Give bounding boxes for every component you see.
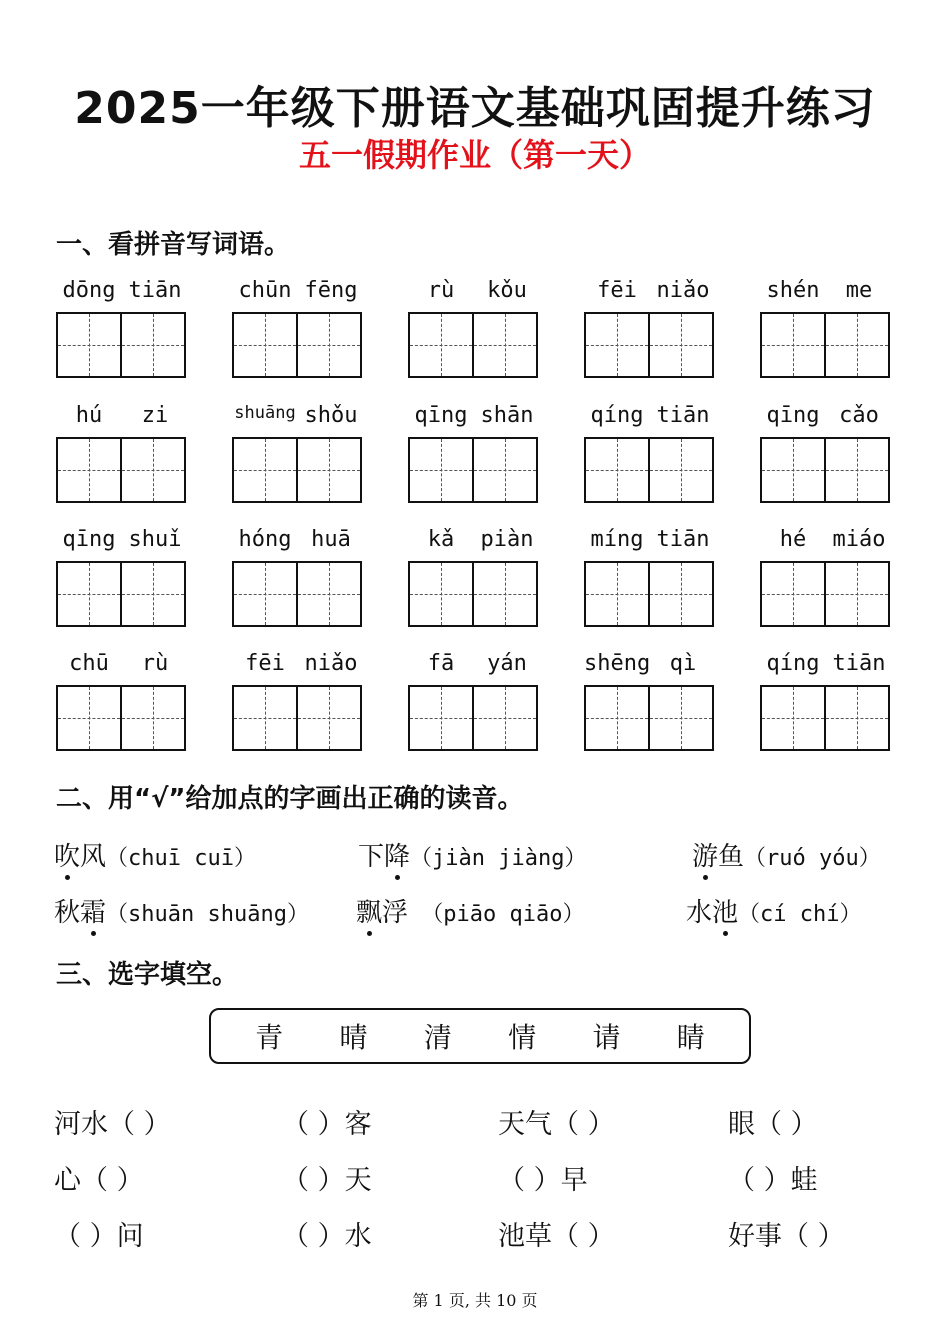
pinyin-label: shuāng	[234, 403, 296, 423]
pinyin-label: fēi	[245, 651, 285, 676]
tian-box-pair	[760, 437, 890, 503]
pronunciation-item	[686, 892, 862, 929]
fill-blank-item[interactable]: 心（ ）	[54, 1165, 144, 1196]
tian-box[interactable]	[122, 685, 186, 751]
tian-box[interactable]	[650, 437, 714, 503]
pinyin-label: shēng	[584, 651, 651, 676]
tian-box-pair	[56, 685, 186, 751]
section3-heading: 三、选字填空。	[56, 960, 239, 990]
tian-box[interactable]	[122, 561, 186, 627]
fill-blank-item[interactable]: 池草（ ）	[498, 1221, 615, 1252]
pinyin-label: huā	[311, 527, 351, 552]
tian-box-pair	[584, 561, 714, 627]
pinyin-options[interactable]: （jiàn jiàng）	[410, 846, 587, 871]
tian-box-pair	[760, 312, 890, 378]
tian-box[interactable]	[408, 685, 474, 751]
pinyin-label: qíng	[766, 651, 820, 676]
pinyin-options[interactable]: （chuī cuī）	[106, 846, 256, 871]
tian-box[interactable]	[584, 437, 650, 503]
pinyin-label: niǎo	[304, 651, 358, 676]
tian-box-pair	[232, 437, 362, 503]
pinyin-label: kǒu	[487, 278, 527, 303]
tian-box[interactable]	[56, 685, 122, 751]
pinyin-label: tiān	[656, 403, 710, 428]
character: 风	[80, 842, 107, 872]
pinyin-label: piàn	[480, 527, 534, 552]
fill-blank-item[interactable]: （ ）蛙	[728, 1165, 818, 1196]
tian-box[interactable]	[826, 312, 890, 378]
pinyin-label: chūn	[238, 278, 292, 303]
page-footer: 第 1 页, 共 10 页	[412, 1291, 538, 1310]
tian-box[interactable]	[474, 437, 538, 503]
pronunciation-item	[358, 836, 586, 873]
tian-box-pair	[760, 561, 890, 627]
pinyin-options[interactable]: （shuān shuāng）	[106, 902, 309, 927]
tian-box[interactable]	[298, 312, 362, 378]
fill-blank-item[interactable]: （ ）天	[282, 1165, 372, 1196]
pronunciation-item	[356, 892, 584, 929]
tian-box-pair	[56, 437, 186, 503]
tian-box-pair	[56, 312, 186, 378]
tian-box[interactable]	[584, 561, 650, 627]
tian-box[interactable]	[232, 685, 298, 751]
dotted-character: 游	[692, 842, 719, 872]
pinyin-label: hú	[75, 403, 103, 428]
pinyin-label: hé	[779, 527, 807, 552]
pinyin-label: shén	[766, 278, 820, 303]
pinyin-label: kǎ	[427, 527, 455, 552]
tian-box[interactable]	[760, 437, 826, 503]
tian-box[interactable]	[650, 685, 714, 751]
dotted-character: 霜	[80, 898, 107, 928]
tian-box[interactable]	[760, 685, 826, 751]
pinyin-options[interactable]: （piāo qiāo）	[408, 902, 585, 927]
character: 下	[358, 842, 385, 872]
pinyin-label: shǒu	[304, 403, 358, 428]
pinyin-label: miáo	[832, 527, 886, 552]
tian-box[interactable]	[56, 437, 122, 503]
pinyin-label: tiān	[128, 278, 182, 303]
pinyin-label: dōng	[62, 278, 116, 303]
dotted-character: 飘	[356, 898, 383, 928]
pronunciation-item	[54, 892, 309, 929]
pinyin-label: fēng	[304, 278, 358, 303]
pinyin-label: me	[845, 278, 873, 303]
tian-box[interactable]	[122, 312, 186, 378]
tian-box-pair	[232, 312, 362, 378]
tian-box-pair	[408, 312, 538, 378]
tian-box-pair	[232, 561, 362, 627]
pinyin-label: tiān	[832, 651, 886, 676]
tian-box[interactable]	[232, 312, 298, 378]
tian-box-pair	[584, 685, 714, 751]
tian-box[interactable]	[650, 312, 714, 378]
pinyin-label: qīng	[414, 403, 468, 428]
tian-box[interactable]	[56, 312, 122, 378]
character: 浮	[382, 898, 409, 928]
pinyin-label: fēi	[597, 278, 637, 303]
tian-box[interactable]	[474, 312, 538, 378]
tian-box[interactable]	[474, 561, 538, 627]
pinyin-label: shuǐ	[128, 527, 182, 552]
tian-box-pair	[584, 312, 714, 378]
fill-blank-item[interactable]: （ ）问	[54, 1221, 144, 1252]
character: 水	[686, 898, 713, 928]
pinyin-options[interactable]: （ruó yóu）	[744, 846, 881, 871]
pinyin-label: qì	[669, 651, 697, 676]
pinyin-options[interactable]: （cí chí）	[738, 902, 862, 927]
choice-character: 请	[592, 1021, 621, 1054]
choice-character: 晴	[339, 1021, 368, 1054]
tian-box[interactable]	[584, 685, 650, 751]
tian-box[interactable]	[56, 561, 122, 627]
pinyin-label: qīng	[62, 527, 116, 552]
pinyin-label: míng	[590, 527, 644, 552]
tian-box[interactable]	[298, 685, 362, 751]
pinyin-label: niǎo	[656, 278, 710, 303]
character: 秋	[54, 898, 81, 928]
choice-character: 睛	[676, 1021, 705, 1054]
section2-heading: 二、用“√”给加点的字画出正确的读音。	[56, 784, 524, 814]
tian-box-pair	[232, 685, 362, 751]
tian-box[interactable]	[650, 561, 714, 627]
dotted-character: 池	[712, 898, 739, 928]
pinyin-label: qíng	[590, 403, 644, 428]
tian-box[interactable]	[760, 561, 826, 627]
pinyin-label: zi	[141, 403, 169, 428]
tian-box[interactable]	[298, 561, 362, 627]
pinyin-label: yán	[487, 651, 527, 676]
pinyin-label: cǎo	[839, 403, 879, 428]
pinyin-label: tiān	[656, 527, 710, 552]
tian-box[interactable]	[826, 437, 890, 503]
pronunciation-item	[54, 836, 256, 873]
tian-box[interactable]	[298, 437, 362, 503]
tian-box[interactable]	[408, 437, 474, 503]
fill-blank-item[interactable]: （ ）水	[282, 1221, 372, 1252]
fill-blank-item[interactable]: 眼（ ）	[728, 1109, 818, 1140]
fill-blank-item[interactable]: （ ）早	[498, 1165, 588, 1196]
tian-box[interactable]	[826, 561, 890, 627]
tian-box[interactable]	[760, 312, 826, 378]
pinyin-label: qīng	[766, 403, 820, 428]
choice-character: 青	[255, 1021, 284, 1054]
tian-box-pair	[760, 685, 890, 751]
page-subtitle: 五一假期作业（第一天）	[298, 136, 651, 174]
tian-box[interactable]	[232, 437, 298, 503]
tian-box[interactable]	[474, 685, 538, 751]
tian-box[interactable]	[408, 561, 474, 627]
tian-box-pair	[408, 437, 538, 503]
tian-box[interactable]	[826, 685, 890, 751]
fill-blank-item[interactable]: 天气（ ）	[498, 1109, 615, 1140]
character: 鱼	[718, 842, 745, 872]
pinyin-label: rù	[141, 651, 169, 676]
tian-box-pair	[584, 437, 714, 503]
pinyin-label: hóng	[238, 527, 292, 552]
pinyin-label: fā	[427, 651, 455, 676]
choice-character: 情	[508, 1021, 537, 1054]
tian-box-pair	[408, 685, 538, 751]
fill-blank-item[interactable]: （ ）客	[282, 1109, 372, 1140]
tian-box[interactable]	[122, 437, 186, 503]
pinyin-label: rù	[427, 278, 455, 303]
choice-box	[209, 1008, 751, 1064]
page-title: 2025一年级下册语文基础巩固提升练习	[74, 83, 876, 134]
tian-box-pair	[56, 561, 186, 627]
pinyin-label: shān	[480, 403, 534, 428]
tian-box[interactable]	[584, 312, 650, 378]
choice-character: 清	[423, 1021, 452, 1054]
tian-box[interactable]	[408, 312, 474, 378]
section1-heading: 一、看拼音写词语。	[56, 230, 291, 260]
fill-blank-item[interactable]: 河水（ ）	[54, 1109, 171, 1140]
dotted-character: 吹	[54, 842, 81, 872]
tian-box[interactable]	[232, 561, 298, 627]
pronunciation-item	[692, 836, 881, 873]
tian-box-pair	[408, 561, 538, 627]
dotted-character: 降	[384, 842, 411, 872]
fill-blank-item[interactable]: 好事（ ）	[728, 1221, 845, 1252]
pinyin-label: chū	[69, 651, 109, 676]
